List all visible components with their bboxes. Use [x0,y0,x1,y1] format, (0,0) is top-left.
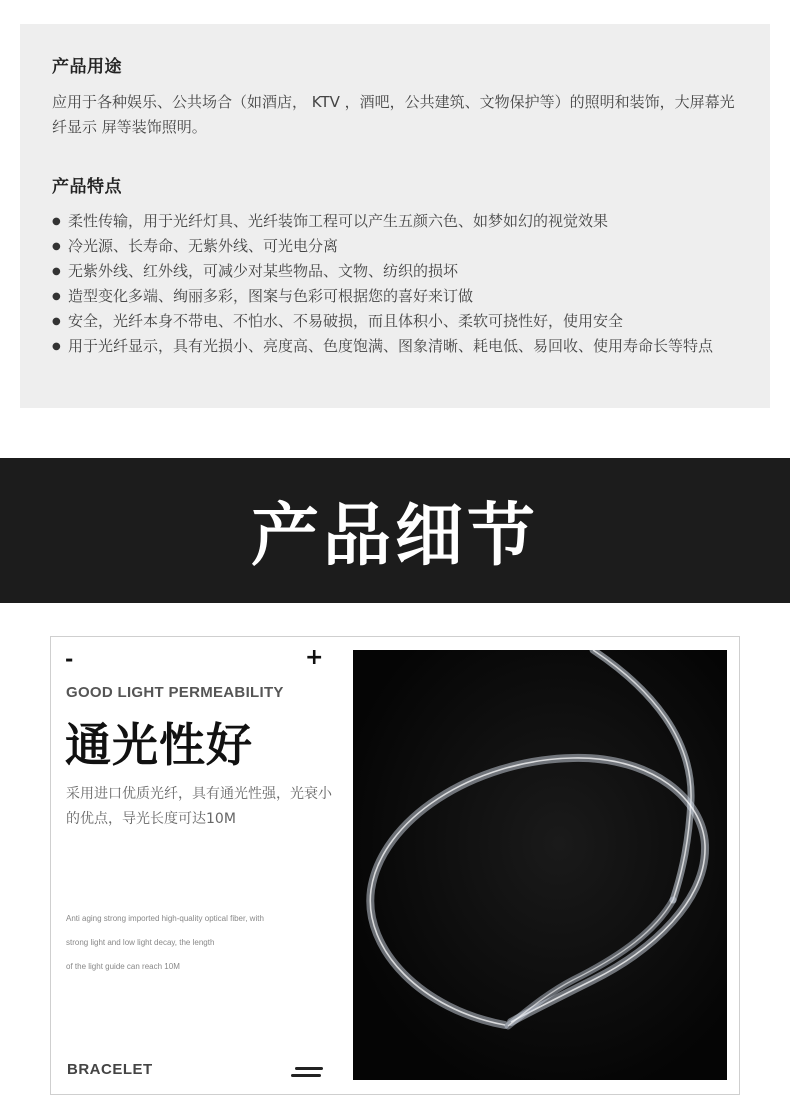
description-line: strong light and low light decay, the length [66,938,215,947]
feature-item: ● 冷光源、长寿命、无紫外线、可光电分离 [52,234,738,259]
banner-title: 产品细节 [250,497,539,576]
feature-item: ● 造型变化多端、绚丽多彩，图案与色彩可根据您的喜好来订做 [52,284,738,309]
feature-title-en: GOOD LIGHT PERMEABILITY [66,684,284,701]
feature-item: ● 无紫外线、红外线，可减少对某些物品、文物、纺织的损坏 [52,259,738,284]
feature-list [52,209,738,359]
detail-card [50,636,740,1095]
minus-mark: - [65,647,74,671]
feature-description-cn: 采用进口优质光纤，具有通光性强，光衰小的优点，导光长度可达10M [66,786,332,827]
product-photo [353,650,727,1080]
description-line: of the light guide can reach 10M [66,962,180,971]
feature-item: ● 柔性传输，用于光纤灯具、光纤装饰工程可以产生五颜六色、如梦如幻的视觉效果 [52,209,738,234]
feature-item: ● 安全，光纤本身不带电、不怕水、不易破损，而且体积小、柔软可挠性好，使用安全 [52,309,738,334]
description-line: Anti aging strong imported high-quality optical fiber, with [66,914,264,923]
bracelet-label: BRACELET [67,1061,153,1078]
usage-heading: 产品用途 [52,57,122,77]
usage-text: 应用于各种娱乐、公共场合（如酒店， KTV ，酒吧，公共建筑、文物保护等）的照明和装饰，大屏幕光纤显示 屏等装饰照明。 [52,93,735,136]
plus-mark: + [305,645,324,670]
feature-title-cn: 通光性好 [65,718,253,772]
lines-icon [291,1067,323,1081]
features-heading: 产品特点 [52,177,122,197]
feature-description-en [66,907,336,979]
optical-fiber-image [353,650,727,1080]
feature-item: ● 用于光纤显示，具有光损小、亮度高、色度饱满、图象清晰、耗电低、易回收、使用寿命长等特点 [52,334,738,359]
info-panel [20,24,770,408]
section-banner [0,458,790,603]
